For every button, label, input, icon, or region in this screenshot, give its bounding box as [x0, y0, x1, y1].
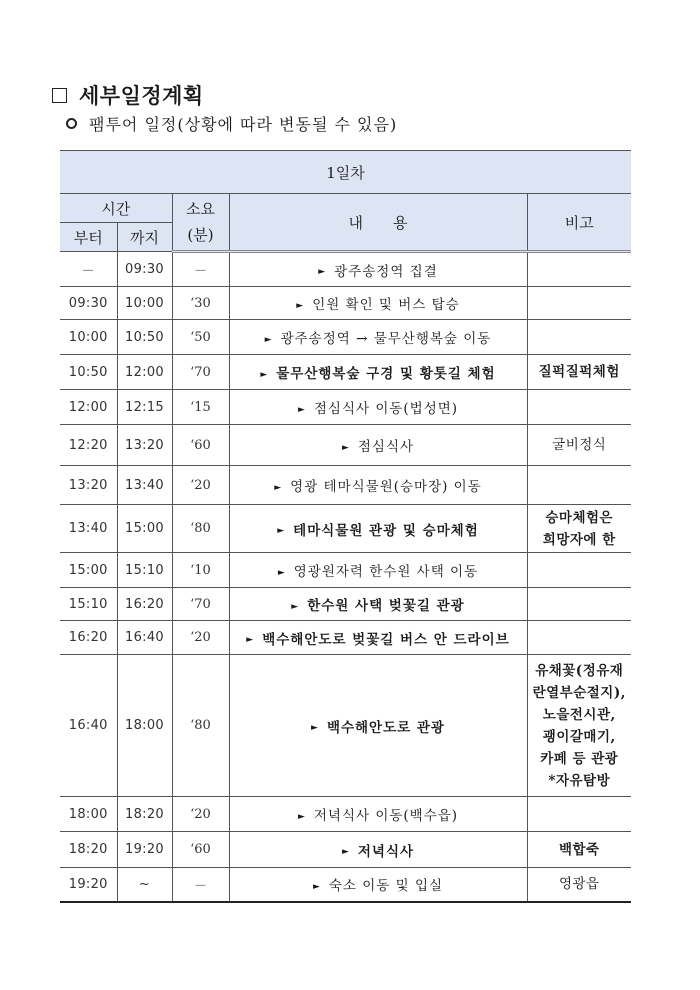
content-text: 백수해안도로 관광 [326, 719, 445, 736]
square-bullet-icon [52, 88, 67, 103]
pointer-arrow-icon: ► [277, 567, 286, 578]
cell-content [229, 390, 527, 425]
header-duration-line2: (분) [187, 226, 214, 244]
pointer-arrow-icon: ► [312, 881, 321, 892]
pointer-arrow-icon: ► [318, 267, 327, 277]
cell-duration: － [172, 252, 229, 287]
table-row [60, 466, 631, 505]
cell-content [229, 287, 527, 320]
cell-to: 18:20 [117, 797, 172, 832]
cell-duration: ‘10 [172, 553, 229, 588]
header-note: 비고 [527, 194, 631, 252]
cell-content [229, 621, 527, 655]
content-text: 테마식물원 관광 및 승마체험 [293, 522, 479, 539]
cell-note [527, 588, 631, 621]
cell-note [527, 320, 631, 355]
content-text: 저녁식사 [357, 843, 415, 860]
table-row [60, 252, 631, 287]
section-title-text: 세부일정계획 [79, 84, 204, 108]
content-text: 백수해안도로 벚꽃길 버스 안 드라이브 [262, 631, 510, 648]
header-to: 까지 [117, 223, 172, 252]
cell-note [527, 466, 631, 505]
cell-to: 13:20 [117, 425, 172, 466]
cell-to: 10:50 [117, 320, 172, 355]
table-row [60, 287, 631, 320]
cell-from: 16:20 [60, 621, 117, 655]
circle-bullet-icon [66, 118, 77, 129]
cell-to: 09:30 [117, 252, 172, 287]
header-duration-line1: 소요 [186, 200, 215, 218]
pointer-arrow-icon: ► [277, 526, 286, 536]
pointer-arrow-icon: ► [297, 404, 306, 415]
table-row [60, 588, 631, 621]
table-row [60, 505, 631, 553]
cell-content [229, 466, 527, 505]
schedule-subtitle [66, 112, 397, 135]
table-row [60, 621, 631, 655]
pointer-arrow-icon: ► [341, 442, 350, 453]
content-text: 영광 테마식물원(승마장) 이동 [290, 479, 482, 495]
cell-from: 13:20 [60, 466, 117, 505]
cell-to: 16:40 [117, 621, 172, 655]
pointer-arrow-icon: ► [246, 635, 255, 645]
content-text: 광주송정역 집결 [334, 263, 438, 280]
cell-from: 10:50 [60, 355, 117, 390]
cell-duration: ‘80 [172, 655, 229, 797]
cell-note [527, 553, 631, 588]
cell-note [527, 287, 631, 320]
header-from: 부터 [60, 223, 117, 252]
cell-duration: ‘50 [172, 320, 229, 355]
cell-note: 굴비정식 [527, 425, 631, 466]
cell-content [229, 425, 527, 466]
pointer-arrow-icon: ► [291, 601, 300, 612]
cell-note: 영광읍 [527, 868, 631, 902]
cell-from: 12:00 [60, 390, 117, 425]
table-row [60, 553, 631, 588]
cell-note [527, 390, 631, 425]
cell-duration: ‘60 [172, 832, 229, 868]
cell-to: 13:40 [117, 466, 172, 505]
subtitle-text: 팸투어 일정(상황에 따라 변동될 수 있음) [89, 115, 398, 134]
cell-note: 유채꽃(정유재 란열부순절지), 노을전시관, 괭이갈매기, 카페 등 관광 *자유탐방 [527, 655, 631, 797]
cell-to: 19:20 [117, 832, 172, 868]
cell-duration: ‘15 [172, 390, 229, 425]
schedule-table [60, 150, 631, 903]
cell-content [229, 355, 527, 390]
cell-content [229, 588, 527, 621]
table-row [60, 797, 631, 832]
header-time: 시간 [60, 194, 172, 223]
cell-duration: － [172, 868, 229, 902]
cell-content [229, 797, 527, 832]
cell-to: 10:00 [117, 287, 172, 320]
cell-to: 16:20 [117, 588, 172, 621]
cell-content [229, 832, 527, 868]
cell-duration: ‘80 [172, 505, 229, 553]
cell-from: 10:00 [60, 320, 117, 355]
cell-to: 15:00 [117, 505, 172, 553]
cell-from: 18:00 [60, 797, 117, 832]
cell-content [229, 252, 527, 287]
table-row [60, 425, 631, 466]
header-content: 내 용 [229, 194, 527, 252]
table-row [60, 320, 631, 355]
content-text: 영광원자력 한수원 사택 이동 [293, 564, 479, 580]
pointer-arrow-icon: ► [311, 723, 319, 733]
pointer-arrow-icon: ► [297, 811, 306, 822]
table-row [60, 868, 631, 902]
cell-from: 12:20 [60, 425, 117, 466]
day-label: 1일차 [60, 151, 631, 194]
cell-content [229, 655, 527, 797]
cell-from: 19:20 [60, 868, 117, 902]
cell-content [229, 320, 527, 355]
cell-note: 승마체험은 희망자에 한 [527, 505, 631, 553]
cell-duration: ‘70 [172, 588, 229, 621]
cell-duration: ‘70 [172, 355, 229, 390]
cell-note [527, 621, 631, 655]
cell-from: － [60, 252, 117, 287]
table-row [60, 355, 631, 390]
cell-from: 18:20 [60, 832, 117, 868]
content-text: 인원 확인 및 버스 탑승 [312, 297, 460, 313]
cell-from: 13:40 [60, 505, 117, 553]
cell-to: ~ [117, 868, 172, 902]
cell-duration: ‘20 [172, 466, 229, 505]
cell-content [229, 553, 527, 588]
cell-note: 질퍽질퍽체험 [527, 355, 631, 390]
section-title [52, 80, 204, 110]
pointer-arrow-icon: ► [260, 369, 269, 380]
cell-to: 12:15 [117, 390, 172, 425]
pointer-arrow-icon: ► [264, 334, 273, 345]
content-text: 저녁식사 이동(백수읍) [313, 808, 459, 824]
cell-to: 12:00 [117, 355, 172, 390]
pointer-arrow-icon: ► [296, 300, 305, 311]
table-row [60, 390, 631, 425]
content-text: 점심식사 이동(법성면) [313, 401, 459, 417]
cell-content [229, 505, 527, 553]
cell-duration: ‘20 [172, 621, 229, 655]
table-row [60, 655, 631, 797]
content-text: 물무산행복숲 구경 및 황톳길 체험 [276, 366, 496, 382]
content-text: 광주송정역 → 물무산행복숲 이동 [280, 331, 492, 347]
cell-note: 백합죽 [527, 832, 631, 868]
cell-from: 15:00 [60, 553, 117, 588]
cell-from: 16:40 [60, 655, 117, 797]
cell-from: 15:10 [60, 588, 117, 621]
cell-duration: ‘30 [172, 287, 229, 320]
cell-note [527, 797, 631, 832]
header-duration [172, 194, 229, 252]
cell-duration: ‘20 [172, 797, 229, 832]
cell-from: 09:30 [60, 287, 117, 320]
pointer-arrow-icon: ► [341, 847, 350, 857]
content-text: 한수원 사택 벚꽃길 관광 [307, 598, 465, 614]
cell-to: 18:00 [117, 655, 172, 797]
pointer-arrow-icon: ► [274, 482, 283, 493]
content-text: 숙소 이동 및 입실 [328, 878, 444, 895]
cell-duration: ‘60 [172, 425, 229, 466]
cell-note [527, 252, 631, 287]
table-row [60, 832, 631, 868]
content-text: 점심식사 [357, 439, 415, 455]
cell-to: 15:10 [117, 553, 172, 588]
cell-content [229, 868, 527, 902]
